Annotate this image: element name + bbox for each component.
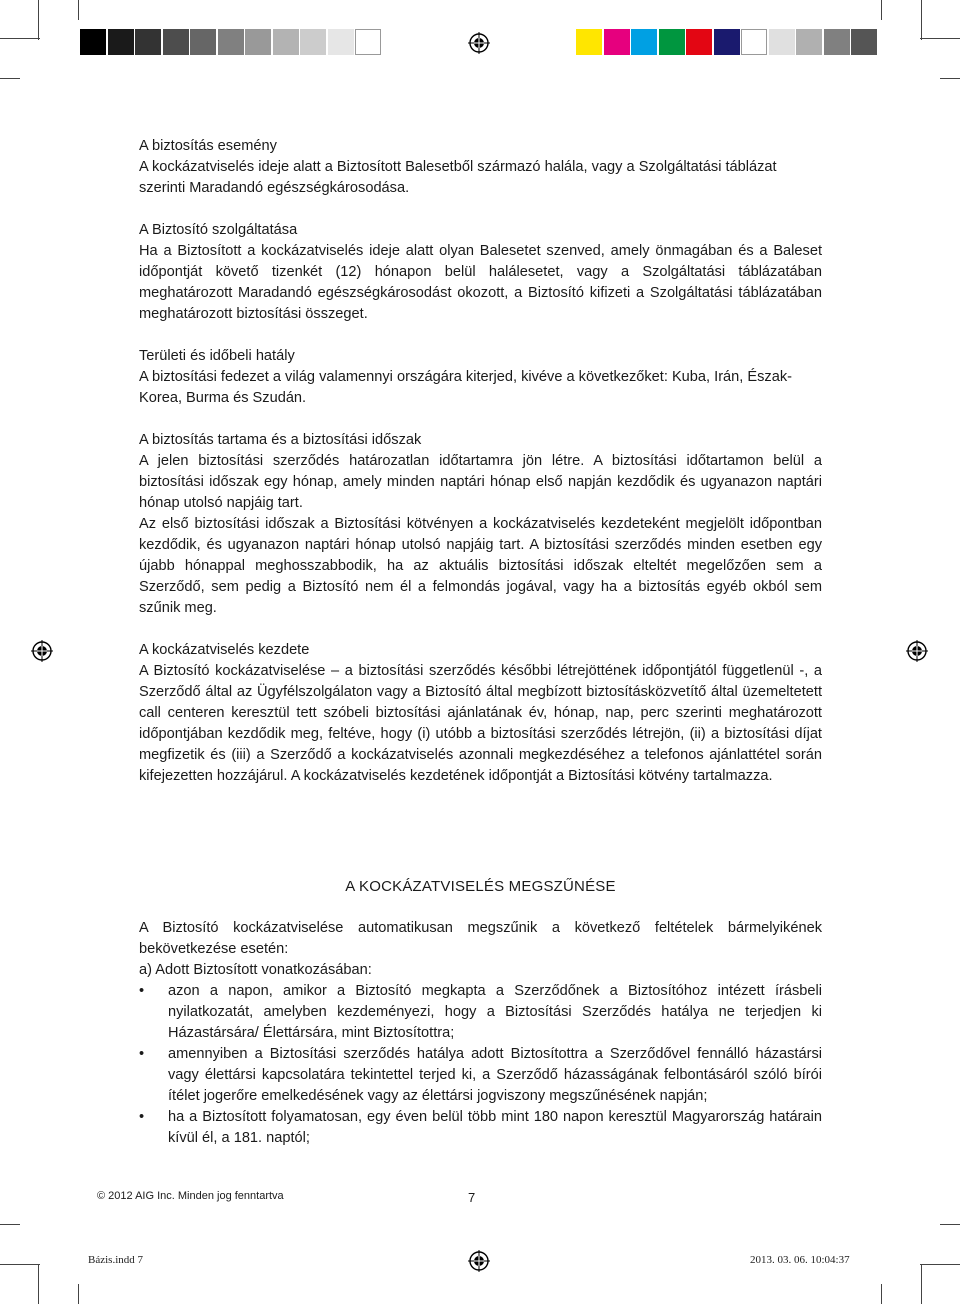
crop-mark xyxy=(78,1284,79,1304)
color-swatch xyxy=(686,29,712,55)
crop-mark xyxy=(921,1264,922,1304)
color-swatch xyxy=(163,29,189,55)
list-item xyxy=(139,981,822,1044)
crop-mark xyxy=(920,1264,960,1265)
paragraph: Az első biztosítási időszak a Biztosítási kötvényen a kockázatviselés kezdeteként megjelölt időpontban kezdődik, és ugyanazon naptári hónap utolsó napjáig tart. A biztosítási szerződés minden esetben egy újabb hónappal meghosszabbodik, ha az aktuális biztosítási időszak elteltét megelőzően sem a Szerződő, sem pedig a Biztosító nem él a felmondás jogával, vagy ha a biztosítás egyéb okból sem szűnik meg. xyxy=(139,516,822,616)
color-swatch xyxy=(245,29,271,55)
crop-mark xyxy=(0,78,20,79)
crop-mark xyxy=(881,1284,882,1304)
color-swatch xyxy=(300,29,326,55)
list-item xyxy=(139,1044,822,1107)
color-swatch xyxy=(218,29,244,55)
list-item-text: amennyiben a Biztosítási szerződés hatálya adott Biztosítottra a Szerződővel fennálló házastársi vagy élettársi kapcsolatára tekintettel terjed ki, a Szerződő házasságának felbontásáról szóló bírói ítélet jogerőre emelkedésének vagy az élettársi jogviszony megszűnésének napján; xyxy=(168,1046,822,1104)
color-swatch xyxy=(824,29,850,55)
color-swatch xyxy=(576,29,602,55)
paragraph: A jelen biztosítási szerződés határozatlan időtartamra jön létre. A biztosítási időtartamon belül a biztosítási időszak egy hónap, amely minden naptári hónap első napján kezdődik és ugyanazon naptári hónap utolsó napjáig tart. xyxy=(139,453,822,511)
slug-timestamp: 2013. 03. 06. 10:04:37 xyxy=(750,1254,850,1266)
slug-filename: Bázis.indd 7 xyxy=(88,1254,143,1266)
bullet: • xyxy=(139,1046,145,1062)
paragraph: A Biztosító kockázatviselése – a biztosítási szerződés későbbi létrejöttének időpontjától függetlenül -, a Szerződő által az Ügyfélszolgálaton vagy a Biztosító által megbízott biztosításközvetítő által üzemeltetett call centeren keresztül tett szóbeli biztosítási ajánlatának év, hónap, nap, perc szerinti meghatározott időpontjában kezdődik meg, feltéve, hogy (i) utóbb a biztosítási szerződés létrejön, (ii) a biztosítási díjat megfizetik és (iii) a Szerződő a kockázatviselés azonnali megkezdéséhez a telefonos ajánlattétel során kifejezetten hozzájárul. A kockázatviselés kezdetének időpontját a Biztosítási kötvény tartalmazza. xyxy=(139,663,822,784)
registration-mark-icon xyxy=(468,1250,490,1272)
color-swatch xyxy=(355,29,381,55)
color-swatch xyxy=(135,29,161,55)
registration-mark-icon xyxy=(31,640,53,662)
page-number: 7 xyxy=(468,1190,476,1205)
crop-mark xyxy=(38,0,39,40)
paragraph: A kockázatviselés ideje alatt a Biztosított Balesetből származó halála, vagy a Szolgáltatási táblázat szerinti Maradandó egészségkárosodása. xyxy=(139,159,777,196)
color-swatch xyxy=(659,29,685,55)
color-swatch xyxy=(851,29,877,55)
section-heading: A kockázatviselés kezdete xyxy=(139,642,310,658)
crop-mark xyxy=(0,1224,20,1225)
crop-mark xyxy=(940,78,960,79)
section-heading: A biztosítás esemény xyxy=(139,138,277,154)
registration-mark-icon xyxy=(468,32,490,54)
crop-mark xyxy=(940,1224,960,1225)
crop-mark xyxy=(38,1264,39,1304)
color-swatch xyxy=(741,29,767,55)
crop-mark xyxy=(921,0,922,40)
crop-mark xyxy=(0,38,40,39)
section-heading: Területi és időbeli hatály xyxy=(139,348,295,364)
crop-mark xyxy=(0,1264,40,1265)
sub-heading: a) Adott Biztosított vonatkozásában: xyxy=(139,962,372,978)
registration-mark-icon xyxy=(906,640,928,662)
copyright-notice: © 2012 AIG Inc. Minden jog fenntartva xyxy=(97,1190,284,1202)
list-item-text: azon a napon, amikor a Biztosító megkapta a Szerződőnek a Biztosítóhoz intézett írásbeli nyilatkozatát, amelyben kezdeményezi, hogy a Biztosítási Szerződés hatálya ne terjedjen ki Házastársára/ Élettársára, mint Biztosítottra; xyxy=(168,983,822,1041)
paragraph: A biztosítási fedezet a világ valamennyi országára kiterjed, kivéve a következőket: Kuba, Irán, Észak-Korea, Burma és Szudán. xyxy=(139,369,792,406)
paragraph: Ha a Biztosított a kockázatviselés ideje alatt olyan Balesetet szenved, amely önmagában és a Baleset időpontját követő tizenkét (12) hónapon belül halálesetet, vagy a Szolgáltatási táblázatában meghatározott Maradandó egészségkárosodást okozott, a Biztosító kifizeti a Szolgáltatási táblázatában meghatározott biztosítási összeget. xyxy=(139,243,822,322)
section-heading: A biztosítás tartama és a biztosítási időszak xyxy=(139,432,422,448)
section-title: A KOCKÁZATVISELÉS MEGSZŰNÉSE xyxy=(345,878,616,895)
color-swatch xyxy=(273,29,299,55)
section-heading: A Biztosító szolgáltatása xyxy=(139,222,298,238)
list-item xyxy=(139,1107,822,1149)
color-swatch xyxy=(328,29,354,55)
color-swatch xyxy=(80,29,106,55)
color-swatch xyxy=(631,29,657,55)
color-swatch xyxy=(604,29,630,55)
crop-mark xyxy=(78,0,79,20)
color-swatch xyxy=(108,29,134,55)
color-swatch xyxy=(714,29,740,55)
document-body xyxy=(139,136,822,787)
color-swatch xyxy=(769,29,795,55)
bullet: • xyxy=(139,1109,145,1125)
paragraph: A Biztosító kockázatviselése automatikusan megszűnik a következő feltételek bármelyikének bekövetkezése esetén: xyxy=(139,920,822,957)
color-swatch xyxy=(190,29,216,55)
bullet: • xyxy=(139,983,145,999)
crop-mark xyxy=(881,0,882,20)
termination-section xyxy=(139,876,822,1149)
color-swatch xyxy=(796,29,822,55)
list-item-text: ha a Biztosított folyamatosan, egy éven belül több mint 180 napon keresztül Magyarország határain kívül él, a 181. naptól; xyxy=(168,1109,822,1146)
crop-mark xyxy=(920,38,960,39)
